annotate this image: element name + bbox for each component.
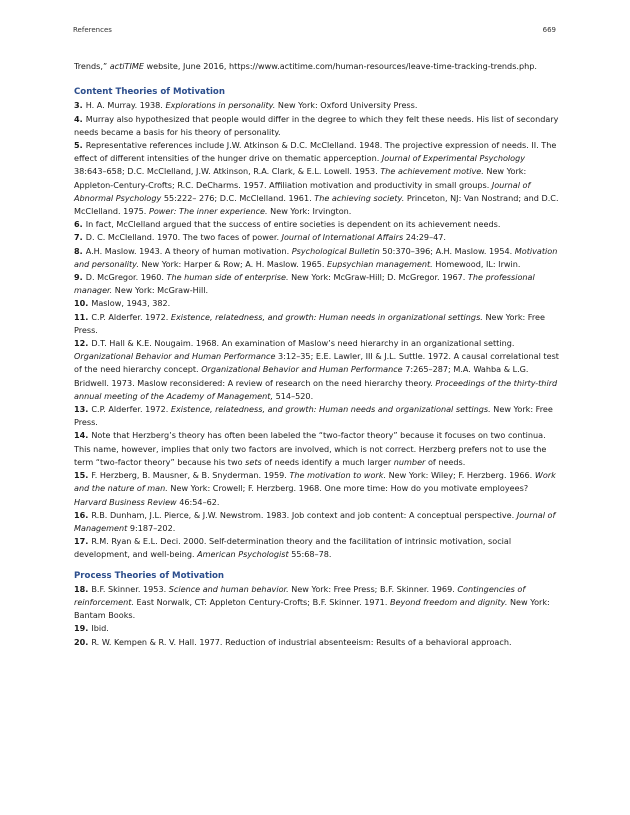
- reference-item: [74, 218, 559, 231]
- reference-text: New York: Harper & Row; A. H. Maslow. 1965.: [138, 258, 328, 269]
- reference-text: Homewood, IL: Irwin.: [432, 258, 521, 269]
- reference-item: [74, 311, 559, 337]
- reference-text: C.P. Alderfer. 1972.: [91, 311, 171, 322]
- reference-italic-text: The professional manager.: [74, 272, 535, 296]
- reference-text: New York: Free Press; B.F. Skinner. 1969.: [288, 583, 458, 594]
- reference-text: 46:54–62.: [176, 496, 220, 507]
- reference-number: 20.: [74, 636, 89, 647]
- reference-text: D.T. Hall & K.E. Nougaim. 1968. An examination of Maslow’s need hierarchy in an organizational setting.: [91, 338, 515, 349]
- reference-text: 55:222– 276; D.C. McClelland. 1961.: [161, 192, 315, 203]
- continued-text-post: website, June 2016, https://www.actitime.com/human-resources/leave-time-tracking-trends.php.: [143, 61, 537, 71]
- reference-text: New York: McGraw-Hill.: [112, 285, 209, 296]
- reference-text: 9:187–202.: [127, 522, 176, 533]
- reference-number: 11.: [74, 311, 89, 322]
- reference-italic-text: Beyond freedom and dignity.: [389, 596, 508, 607]
- reference-sections: [74, 86, 559, 649]
- reference-italic-text: Power: The inner experience.: [148, 206, 268, 217]
- reference-number: 19.: [74, 623, 89, 634]
- reference-item: [74, 622, 559, 635]
- reference-item: [74, 583, 559, 623]
- reference-italic-text: American Psychologist: [197, 549, 289, 560]
- reference-item: [74, 429, 559, 469]
- reference-italic-text: Existence, relatedness, and growth: Human needs in organizational settings.: [170, 311, 483, 322]
- reference-text: of needs identify a much larger: [261, 456, 394, 467]
- reference-text: East Norwalk, CT: Appleton Century-Crofts; B.F. Skinner. 1971.: [133, 596, 390, 607]
- reference-text: New York: Free Press.: [74, 404, 553, 428]
- reference-text: New York: Irvington.: [267, 206, 352, 217]
- reference-italic-text: Motivation and personality.: [74, 245, 558, 269]
- reference-text: F. Herzberg, B. Mausner, & B. Snyderman. 1959.: [91, 470, 290, 481]
- reference-item: [74, 535, 559, 561]
- reference-text: New York: Bantam Books.: [74, 596, 550, 621]
- reference-text: New York: Free Press.: [74, 311, 545, 335]
- reference-text: D. McGregor. 1960.: [85, 272, 167, 283]
- reference-italic-text: Journal of Abnormal Psychology: [74, 179, 531, 203]
- reference-italic-text: Proceedings of the thirty-third annual meeting of the Academy of Management,: [74, 377, 558, 401]
- section-heading: Process Theories of Motivation: [74, 570, 225, 581]
- reference-italic-text: Organizational Behavior and Human Performance: [74, 351, 276, 362]
- reference-text: Maslow, 1943, 382.: [91, 298, 171, 309]
- reference-italic-text: Existence, relatedness, and growth: Human needs and organizational settings.: [170, 404, 491, 415]
- reference-text: Representative references include J.W. Atkinson & D.C. McClelland. 1948. The projective expression of needs. II. The effect of different intensities of the hunger drive on thematic apperception.: [74, 140, 557, 164]
- reference-item: [74, 99, 559, 112]
- reference-item: [74, 469, 559, 509]
- reference-number: 7.: [74, 232, 83, 243]
- running-header: References: [73, 26, 112, 34]
- continued-text-italic: actiTIME: [109, 61, 144, 71]
- reference-italic-text: Science and human behavior.: [168, 583, 289, 594]
- reference-italic-text: Explorations in personality.: [165, 100, 276, 111]
- reference-italic-text: Journal of International Affairs: [281, 232, 404, 243]
- reference-italic-text: Work and the nature of man.: [74, 470, 556, 494]
- reference-text: 514–520.: [273, 390, 314, 401]
- reference-item: [74, 297, 559, 310]
- reference-number: 10.: [74, 298, 89, 309]
- reference-italic-text: number: [393, 456, 426, 467]
- reference-text: 38:643–658; D.C. McClelland, J.W. Atkinson, R.A. Clark, & E.L. Lowell. 1953.: [74, 166, 381, 177]
- reference-italic-text: The human side of enterprise.: [166, 272, 289, 283]
- reference-text: New York: McGraw-Hill; D. McGregor. 1967.: [288, 272, 468, 283]
- reference-item: [74, 337, 559, 403]
- reference-text: R.M. Ryan & E.L. Deci. 2000. Self-determination theory and the facilitation of intrinsic motivation, social development, and well-being.: [74, 536, 512, 560]
- reference-text: 7:265–287; M.A. Wahba & L.G. Bridwell. 1973. Maslow reconsidered: A review of research on the need hierarchy theory.: [74, 364, 529, 388]
- reference-item: [74, 113, 559, 139]
- page-number: 669: [542, 26, 556, 34]
- reference-number: 5.: [74, 140, 83, 151]
- reference-italic-text: Harvard Business Review: [74, 496, 177, 507]
- reference-italic-text: sets: [245, 456, 262, 467]
- reference-number: 4.: [74, 113, 83, 124]
- reference-text: R. W. Kempen & R. V. Hall. 1977. Reduction of industrial absenteeism: Results of a behavioral approach.: [91, 636, 512, 647]
- reference-number: 18.: [74, 583, 89, 594]
- reference-number: 15.: [74, 470, 89, 481]
- reference-number: 6.: [74, 219, 83, 230]
- reference-text: D. C. McClelland. 1970. The two faces of power.: [85, 232, 282, 243]
- continued-reference: [74, 60, 559, 73]
- reference-text: Note that Herzberg’s theory has often been labeled the “two-factor theory” because it focuses on two continua. This name, however, implies that only two factors are involved, which is not correct. Herzberg prefers not to use the term “two-factor theory” because his two: [74, 430, 547, 467]
- section-heading: Content Theories of Motivation: [74, 87, 225, 98]
- reference-text: New York: Oxford University Press.: [275, 100, 418, 111]
- reference-text: 24:29–47.: [403, 232, 447, 243]
- reference-item: [74, 139, 559, 218]
- reference-italic-text: The achievement motive.: [380, 166, 484, 177]
- reference-italic-text: Eupsychian management.: [327, 258, 433, 269]
- reference-number: 13.: [74, 404, 89, 415]
- references-content: [74, 60, 559, 649]
- reference-italic-text: Organizational Behavior and Human Performance: [201, 364, 403, 375]
- reference-text: New York: Appleton-Century-Crofts; R.C. DeCharms. 1957. Affiliation motivation and productivity in small groups.: [74, 166, 527, 190]
- continued-text-pre: Trends,”: [74, 61, 110, 71]
- reference-text: C.P. Alderfer. 1972.: [91, 404, 171, 415]
- reference-item: [74, 403, 559, 429]
- reference-text: R.B. Dunham, J.L. Pierce, & J.W. Newstrom. 1983. Job context and job content: A conceptual perspective.: [91, 509, 517, 520]
- reference-item: [74, 231, 559, 244]
- reference-text: Princeton, NJ: Van Nostrand; and D.C. McClelland. 1975.: [74, 192, 559, 217]
- reference-item: [74, 509, 559, 535]
- reference-number: 9.: [74, 272, 83, 283]
- reference-number: 3.: [74, 100, 83, 111]
- reference-text: A.H. Maslow. 1943. A theory of human motivation.: [85, 245, 292, 256]
- reference-number: 8.: [74, 245, 83, 256]
- reference-number: 12.: [74, 338, 89, 349]
- reference-text: B.F. Skinner. 1953.: [91, 583, 169, 594]
- reference-number: 16.: [74, 509, 89, 520]
- reference-text: New York: Crowell; F. Herzberg. 1968. One more time: How do you motivate employees?: [167, 483, 529, 494]
- reference-text: H. A. Murray. 1938.: [85, 100, 166, 111]
- reference-text: of needs.: [425, 456, 466, 467]
- reference-italic-text: Contingencies of reinforcement.: [74, 583, 526, 607]
- reference-text: Murray also hypothesized that people would differ in the degree to which they felt these needs. His list of secondary needs became a basis for his theory of personality.: [74, 113, 559, 137]
- reference-item: [74, 245, 559, 271]
- reference-text: 50:370–396; A.H. Maslow. 1954.: [379, 245, 515, 256]
- reference-text: New York: Wiley; F. Herzberg. 1966.: [386, 470, 535, 481]
- reference-item: [74, 271, 559, 297]
- reference-text: 3:12–35; E.E. Lawler, III & J.L. Suttle. 1972. A causal correlational test of the need hierarchy concept.: [74, 351, 559, 375]
- reference-text: 55:68–78.: [288, 549, 332, 560]
- reference-text: In fact, McClelland argued that the success of entire societies is dependent on its achievement needs.: [85, 219, 501, 230]
- reference-italic-text: The motivation to work.: [289, 470, 387, 481]
- reference-number: 17.: [74, 536, 89, 547]
- reference-number: 14.: [74, 430, 89, 441]
- reference-italic-text: Journal of Experimental Psychology: [381, 153, 526, 164]
- reference-italic-text: Journal of Management: [74, 509, 556, 533]
- reference-italic-text: Psychological Bulletin: [291, 245, 380, 256]
- reference-italic-text: The achieving society.: [314, 192, 405, 203]
- reference-item: [74, 636, 559, 649]
- reference-text: Ibid.: [91, 623, 109, 634]
